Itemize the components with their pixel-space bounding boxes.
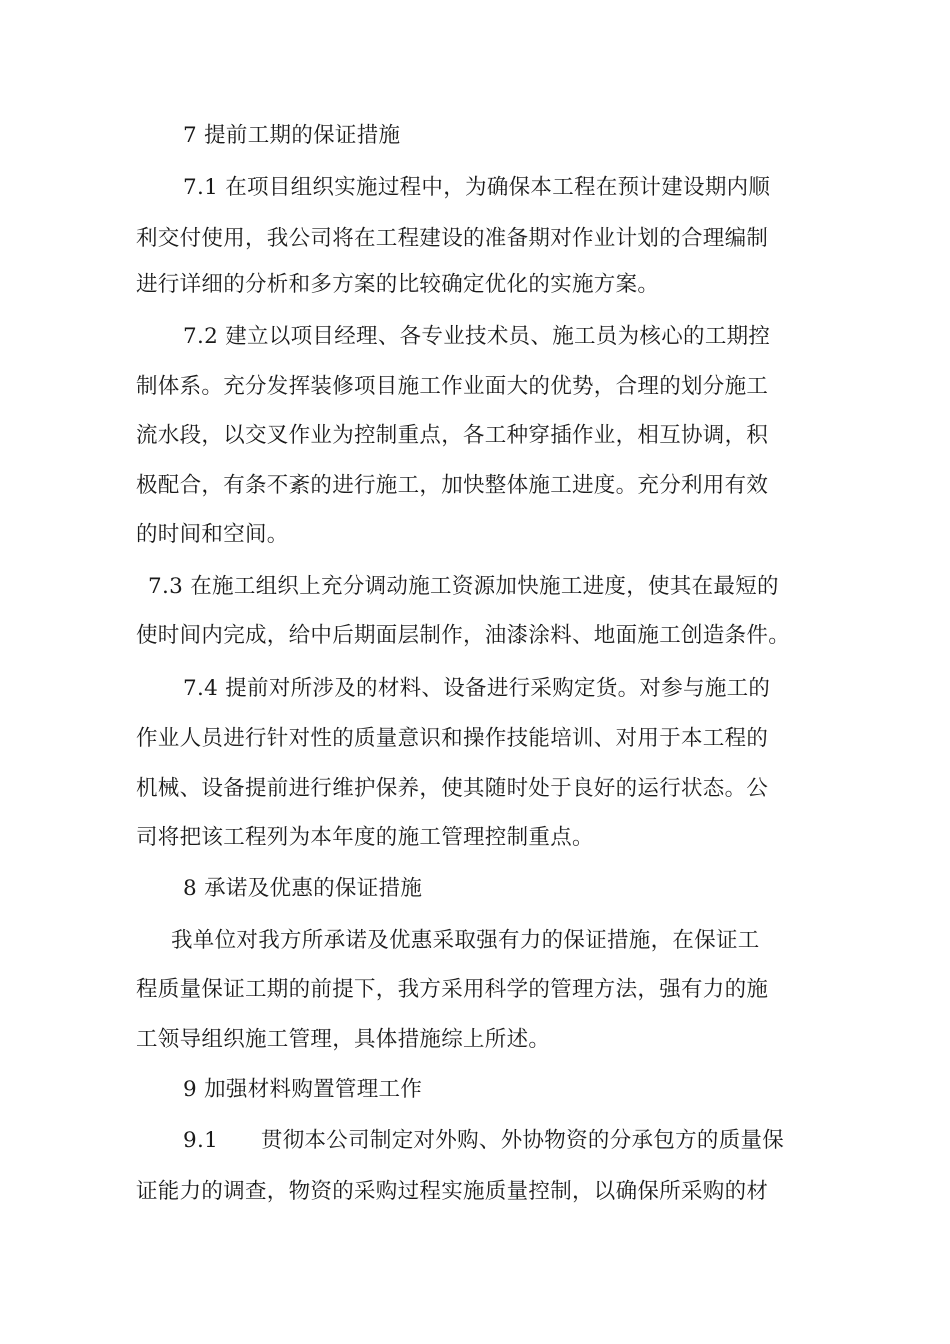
paragraph-7-2-line-3: 流水段，以交叉作业为控制重点，各工种穿插作业，相互协调，积 bbox=[136, 423, 769, 448]
paragraph-7-1-line-2: 利交付使用，我公司将在工程建设的准备期对作业计划的合理编制 bbox=[136, 226, 769, 251]
paragraph-8-line-3: 工领导组织施工管理，具体措施综上所述。 bbox=[136, 1027, 551, 1052]
paragraph-7-4-line-3: 机械、设备提前进行维护保养，使其随时处于良好的运行状态。公 bbox=[136, 776, 769, 801]
paragraph-7-4-line-1: 7.4 提前对所涉及的材料、设备进行采购定货。对参与施工的 bbox=[183, 676, 771, 701]
paragraph-7-4-line-4: 司将把该工程列为本年度的施工管理控制重点。 bbox=[136, 825, 594, 850]
paragraph-7-3-line-1: 7.3 在施工组织上充分调动施工资源加快施工进度，使其在最短的 bbox=[148, 574, 779, 599]
paragraph-7-3-line-2: 使时间内完成，给中后期面层制作，油漆涂料、地面施工创造条件。 bbox=[136, 623, 791, 648]
paragraph-7-4-line-2: 作业人员进行针对性的质量意识和操作技能培训、对用于本工程的 bbox=[136, 726, 769, 751]
section-heading-8: 8 承诺及优惠的保证措施 bbox=[183, 876, 423, 901]
paragraph-7-2-line-1: 7.2 建立以项目经理、各专业技术员、施工员为核心的工期控 bbox=[183, 324, 771, 349]
paragraph-7-2-line-4: 极配合，有条不紊的进行施工，加快整体施工进度。充分利用有效 bbox=[136, 473, 769, 498]
paragraph-8-line-1: 我单位对我方所承诺及优惠采取强有力的保证措施，在保证工 bbox=[171, 928, 760, 953]
section-heading-7: 7 提前工期的保证措施 bbox=[183, 123, 401, 148]
paragraph-7-2-line-2: 制体系。充分发挥装修项目施工作业面大的优势，合理的划分施工 bbox=[136, 374, 769, 399]
paragraph-9-1-line-1: 9.1 贯彻本公司制定对外购、外协物资的分承包方的质量保 bbox=[183, 1128, 785, 1153]
paragraph-7-2-line-5: 的时间和空间。 bbox=[136, 522, 289, 547]
section-heading-9: 9 加强材料购置管理工作 bbox=[183, 1077, 423, 1102]
paragraph-7-1-line-3: 进行详细的分析和多方案的比较确定优化的实施方案。 bbox=[136, 272, 660, 297]
paragraph-7-1-line-1: 7.1 在项目组织实施过程中，为确保本工程在预计建设期内顺 bbox=[183, 175, 771, 200]
paragraph-8-line-2: 程质量保证工期的前提下，我方采用科学的管理方法，强有力的施 bbox=[136, 977, 769, 1002]
paragraph-9-1-line-2: 证能力的调查，物资的采购过程实施质量控制，以确保所采购的材 bbox=[136, 1179, 769, 1204]
